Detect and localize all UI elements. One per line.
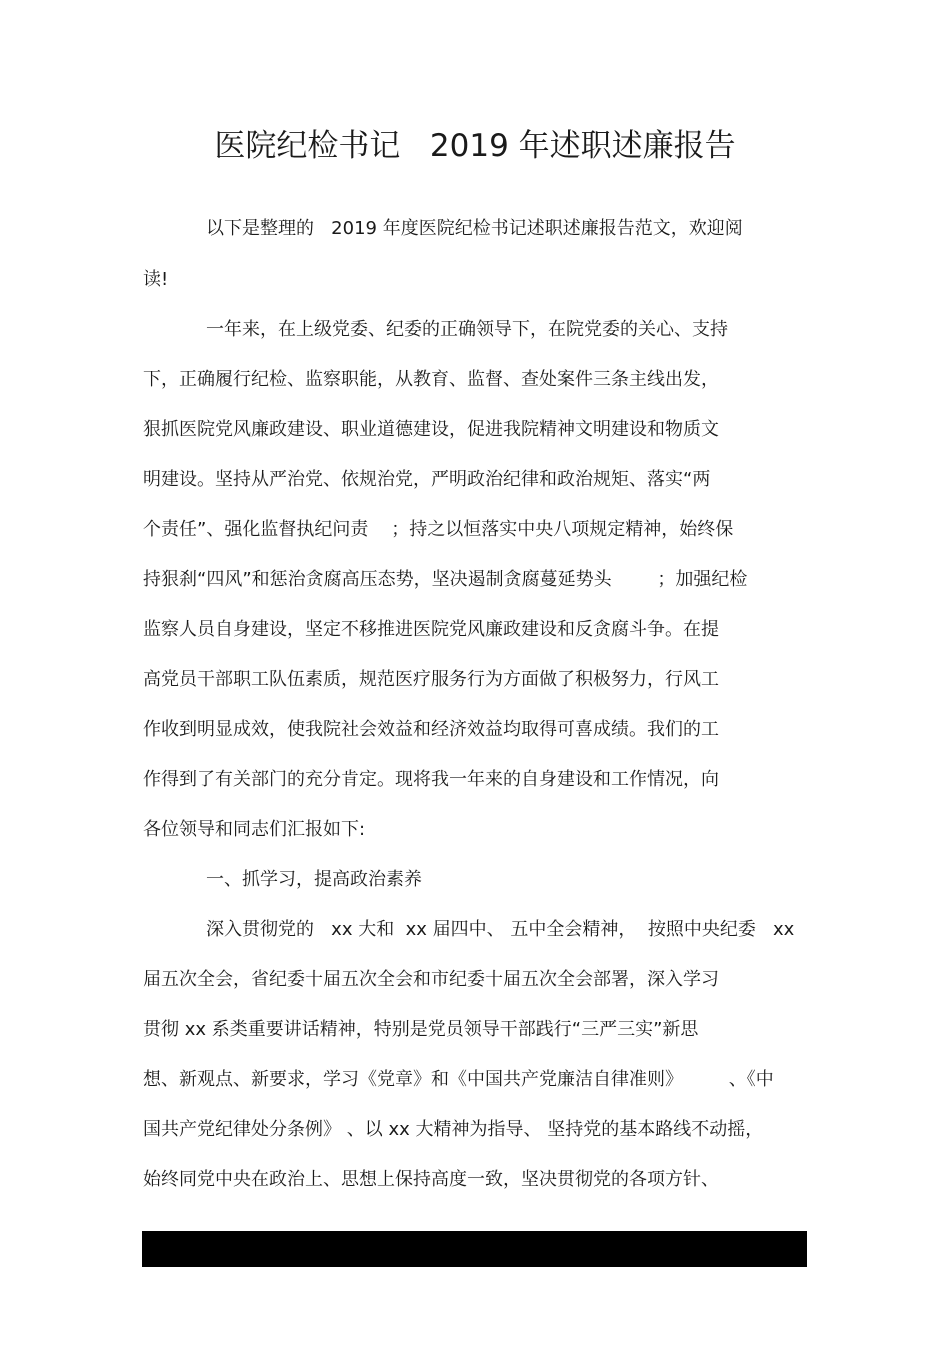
- text-line: 作得到了有关部门的充分肯定。现将我一年来的自身建设和工作情况，向: [143, 769, 719, 790]
- footer-black-bar: [142, 1231, 807, 1267]
- text-line: 作收到明显成效，使我院社会效益和经济效益均取得可喜成绩。我们的工: [143, 719, 719, 740]
- text-line: 各位领导和同志们汇报如下:: [143, 819, 366, 840]
- text-line: 以下是整理的 2019 年度医院纪检书记述职述廉报告范文，欢迎阅: [206, 218, 743, 239]
- text-line: 监察人员自身建设，坚定不移推进医院党风廉政建设和反贪腐斗争。在提: [143, 619, 719, 640]
- text-line: 下，正确履行纪检、监察职能，从教育、监督、查处案件三条主线出发，: [143, 369, 719, 390]
- text-line: 持狠刹“四风”和惩治贪腐高压态势，坚决遏制贪腐蔓延势头 ；加强纪检: [143, 569, 748, 590]
- text-line: 想、新观点、新要求，学习《党章》和《中国共产党廉洁自律准则》 、《中: [143, 1069, 774, 1090]
- text-line: 狠抓医院党风廉政建设、职业道德建设，促进我院精神文明建设和物质文: [143, 419, 719, 440]
- text-line: 读!: [143, 269, 169, 290]
- text-line: 国共产党纪律处分条例》 、以 xx 大精神为指导、 坚持党的基本路线不动摇，: [143, 1119, 764, 1140]
- section-heading: 一、抓学习，提高政治素养: [206, 869, 422, 890]
- text-line: 深入贯彻党的 xx 大和 xx 届四中、 五中全会精神， 按照中央纪委 xx: [206, 919, 795, 940]
- text-line: 贯彻 xx 系类重要讲话精神，特别是党员领导干部践行“三严三实”新思: [143, 1019, 699, 1040]
- text-line: 明建设。坚持从严治党、依规治党，严明政治纪律和政治规矩、落实“两: [143, 469, 711, 490]
- document-title: 医院纪检书记 2019 年述职述廉报告: [214, 128, 736, 164]
- text-line: 个责任”、强化监督执纪问责 ；持之以恒落实中央八项规定精神，始终保: [143, 519, 734, 540]
- text-line: 高党员干部职工队伍素质，规范医疗服务行为方面做了积极努力，行风工: [143, 669, 719, 690]
- text-line: 届五次全会，省纪委十届五次全会和市纪委十届五次全会部署，深入学习: [143, 969, 719, 990]
- text-line: 始终同党中央在政治上、思想上保持高度一致，坚决贯彻党的各项方针、: [143, 1169, 719, 1190]
- text-line: 一年来，在上级党委、纪委的正确领导下，在院党委的关心、支持: [206, 319, 728, 340]
